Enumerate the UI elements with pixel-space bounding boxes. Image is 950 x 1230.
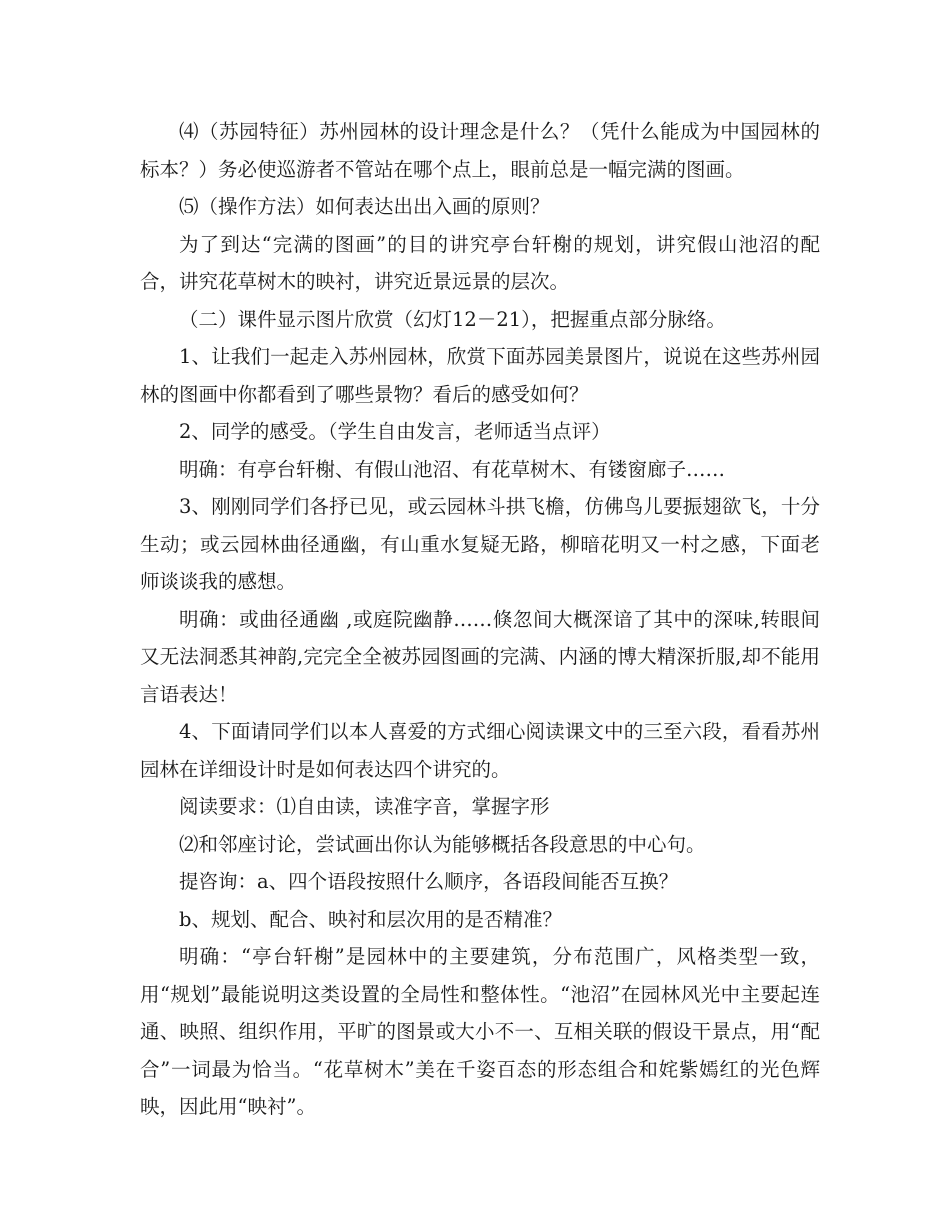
paragraph-section-two-heading: （二）课件显示图片欣赏（幻灯12－21），把握重点部分脉络。 [179,307,726,331]
paragraph-question-a: 提咨询：a、四个语段按照什么顺序，各语段间能否互换？ [179,870,679,893]
paragraph-step-four: 4、下面请同学们以本人喜爱的方式细心阅读课文中的三至六段，看看苏州园林在详细设计时是如何表达四个讲究的。 [140,720,820,781]
paragraph-clarify-three: 明确：“亭台轩榭”是园林中的主要建筑，分布范围广，风格类型一致，用“规划”最能说明这类设置的全局性和整体性。“池沼”在园林风光中主要起连通、映照、组织作用，平旷的图景或大小不一、互相关联的假设干景点，用“配合”一词最为恰当。“花草树木”美在千姿百态的形态组合和姹紫嫣红的光色辉映，因此用“映衬”。 [140,945,820,1118]
paragraph-suyuan-feature: ⑷（苏园特征）苏州园林的设计理念是什么？（凭什么能成为中国园林的标本？）务必使巡游者不管站在哪个点上，眼前总是一幅完满的图画。 [140,120,820,181]
paragraph-four-principles: 为了到达“完满的图画”的目的讲究亭台轩榭的规划，讲究假山池沼的配合，讲究花草树木的映衬，讲究近景远景的层次。 [140,232,820,293]
paragraph-step-three: 3、刚刚同学们各抒已见，或云园林斗拱飞檐，仿佛鸟儿要振翅欲飞，十分生动；或云园林曲径通幽，有山重水复疑无路，柳暗花明又一村之感，下面老师谈谈我的感想。 [140,495,820,593]
paragraph-clarify-one: 明确：有亭台轩榭、有假山池沼、有花草树木、有镂窗廊子…… [179,457,726,481]
paragraph-operation-method: ⑸（操作方法）如何表达出出入画的原则？ [179,195,550,218]
paragraph-clarify-two: 明确：或曲径通幽 ,或庭院幽静……倏忽间大概深谙了其中的深味,转眼间又无法洞悉其神韵,完完全全被苏园图画的完满、内涵的博大精深折服,却不能用言语表达！ [140,607,820,706]
paragraph-question-b: b、规划、配合、映衬和层次用的是否精准？ [179,907,562,931]
paragraph-step-one: 1、让我们一起走入苏州园林，欣赏下面苏园美景图片，说说在这些苏州园林的图画中你都看到了哪些景物？看后的感受如何？ [140,345,820,406]
paragraph-reading-requirement: 阅读要求：⑴自由读，读准字音，掌握字形 [179,795,550,818]
paragraph-discussion: ⑵和邻座讨论，尝试画出你认为能够概括各段意思的中心句。 [179,832,706,856]
paragraph-step-two: 2、同学的感受。（学生自由发言，老师适当点评） [179,420,611,443]
document-body [140,113,820,1126]
